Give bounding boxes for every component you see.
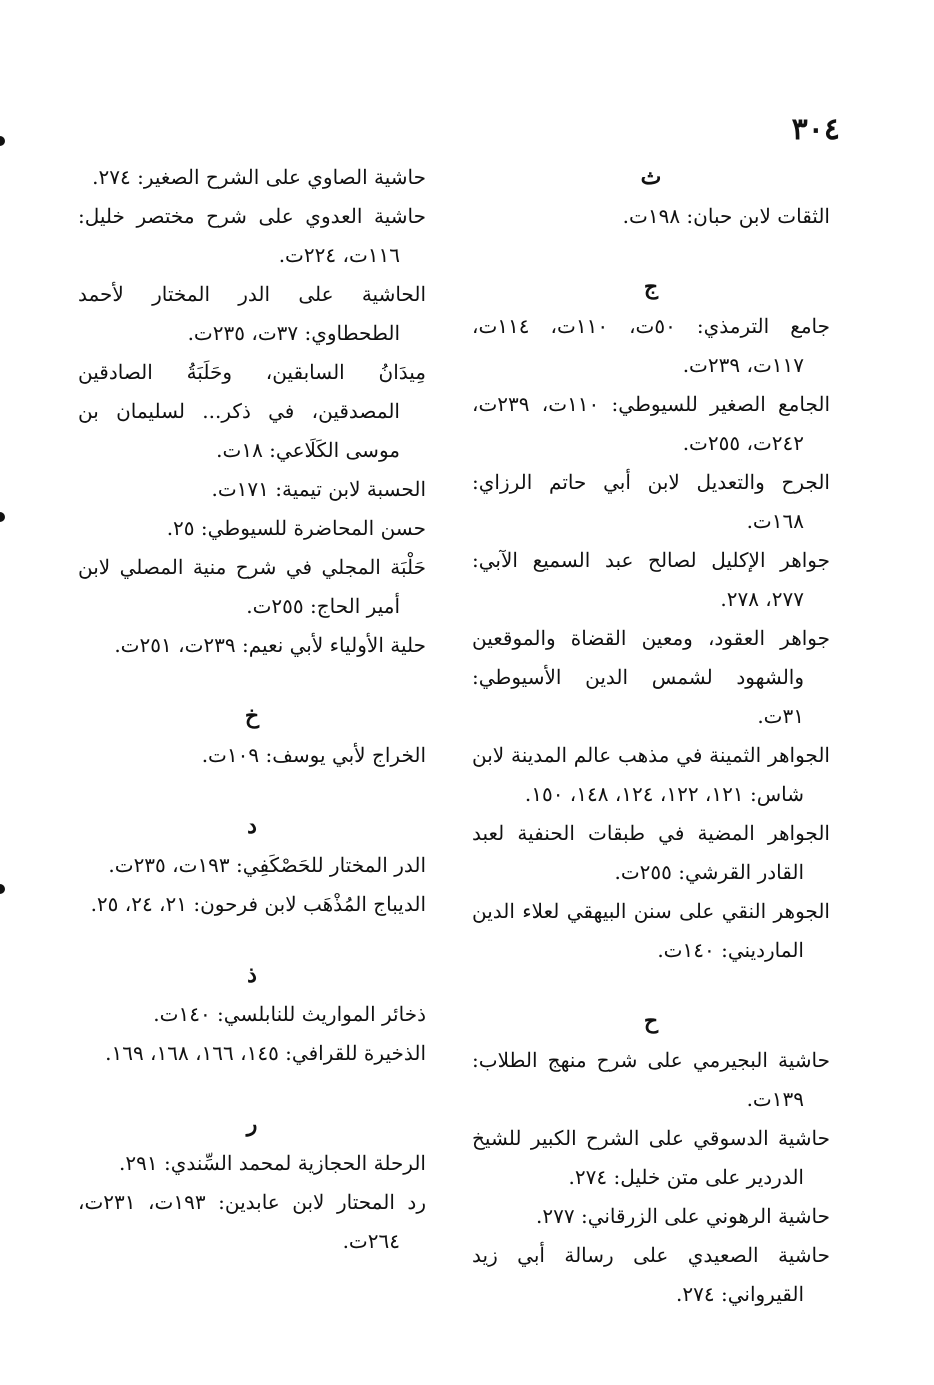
index-entry: الحاشية على الدر المختار لأحمد الطحطاوي: ٣٧ت، ٢٣٥ت. <box>78 282 426 345</box>
scan-edge-mark <box>0 512 5 522</box>
section-letter: ذ <box>247 962 257 988</box>
index-entry: الجرح والتعديل لابن أبي حاتم الرزاي: ١٦٨ت. <box>472 470 830 533</box>
index-entry: الديباج المُذْهَب لابن فرحون: ٢١، ٢٤، ٢٥. <box>90 892 426 916</box>
index-entry: ذخائر المواريث للنابلسي: ١٤٠ت. <box>153 1002 426 1026</box>
index-section-dhal <box>78 956 426 1073</box>
index-entry: حاشية الرهوني على الزرقاني: ٢٧٧. <box>536 1204 830 1228</box>
index-entry: الجامع الصغير للسيوطي: ١١٠ت، ٢٣٩ت، ٢٤٢ت، ٢٥٥ت. <box>472 392 831 455</box>
index-entry: حاشية الصعيدي على رسالة أبي زيد القيرواني: ٢٧٤. <box>472 1243 830 1306</box>
index-entry: الخراج لأبي يوسف: ١٠٩ت. <box>201 743 426 767</box>
index-section-kha <box>78 697 426 775</box>
index-entry: الجواهر المضية في طبقات الحنفية لعبد القادر القرشي: ٢٥٥ت. <box>472 821 830 884</box>
index-entry: حاشية البجيرمي على شرح منهج الطلاب: ١٣٩ت. <box>472 1048 830 1111</box>
index-entry: رد المحتار لابن عابدين: ١٩٣ت، ٢٣١ت، ٢٦٤ت. <box>78 1190 426 1253</box>
index-section-ha <box>472 1002 830 1314</box>
index-column-right <box>472 158 830 1346</box>
index-entry: الدر المختار للحَصْكَفِي: ١٩٣ت، ٢٣٥ت. <box>108 853 426 877</box>
section-letter: ج <box>643 274 659 300</box>
index-section-ha-continued <box>78 158 426 665</box>
index-entry: حَلْبَة المجلي في شرح منية المصلي لابن أمير الحاج: ٢٥٥ت. <box>78 555 426 618</box>
section-letter: ح <box>643 1008 659 1034</box>
index-entry: الجواهر الثمينة في مذهب عالم المدينة لابن شاس: ١٢١، ١٢٢، ١٢٤، ١٤٨، ١٥٠. <box>472 743 830 806</box>
index-entry: الجوهر النقي على سنن البيهقي لعلاء الدين الماردیني: ١٤٠ت. <box>472 899 830 962</box>
scan-edge-mark <box>0 884 5 894</box>
section-letter: خ <box>244 703 260 729</box>
index-entry: الحسبة لابن تيمية: ١٧١ت. <box>211 477 426 501</box>
index-entry: حاشية العدوي على شرح مختصر خليل: ١١٦ت، ٢٢٤ت. <box>78 204 426 267</box>
index-entry: مِيدَانُ السابقين، وحَلَبَةُ الصادقين المصدقين، في ذكر... لسليمان بن موسى الكَلَاعي: ١٨ت. <box>78 360 426 462</box>
section-letter: د <box>247 813 257 839</box>
index-entry: حاشية الدسوقي على الشرح الكبير للشيخ الدردير على متن خليل: ٢٧٤. <box>472 1126 830 1189</box>
index-entry: حاشية الصاوي على الشرح الصغير: ٢٧٤. <box>92 165 426 189</box>
index-section-ra <box>78 1105 426 1261</box>
index-entry: الثقات لابن حبان: ١٩٨ت. <box>622 204 830 228</box>
index-entry: جامع الترمذي: ٥٠ت، ١١٠ت، ١١٤ت، ١١٧ت، ٢٣٩ت. <box>472 314 831 377</box>
page-number: ٣٠٤ <box>791 112 840 147</box>
index-section-tha <box>472 158 830 236</box>
index-entry: حلية الأولياء لأبي نعيم: ٢٣٩ت، ٢٥١ت. <box>114 633 426 657</box>
index-entry: جواهر الإكليل لصالح عبد السميع الآبي: ٢٧٧، ٢٧٨. <box>472 548 830 611</box>
scan-edge-mark <box>0 136 5 146</box>
index-entry: الذخيرة للقرافي: ١٤٥، ١٦٦، ١٦٨، ١٦٩. <box>105 1041 426 1065</box>
index-entry: حسن المحاضرة للسيوطي: ٢٥. <box>166 516 426 540</box>
section-letter: ر <box>246 1111 258 1137</box>
section-letter: ث <box>640 164 662 190</box>
index-column-left <box>78 158 426 1293</box>
index-entry: جواهر العقود، ومعين القضاة والموقعين والشهود لشمس الدين الأسيوطي: ٣١ت. <box>472 626 830 728</box>
index-section-jim <box>472 268 830 970</box>
index-entry: الرحلة الحجازية لمحمد السِّندي: ٢٩١. <box>119 1151 426 1175</box>
index-section-dal <box>78 807 426 924</box>
